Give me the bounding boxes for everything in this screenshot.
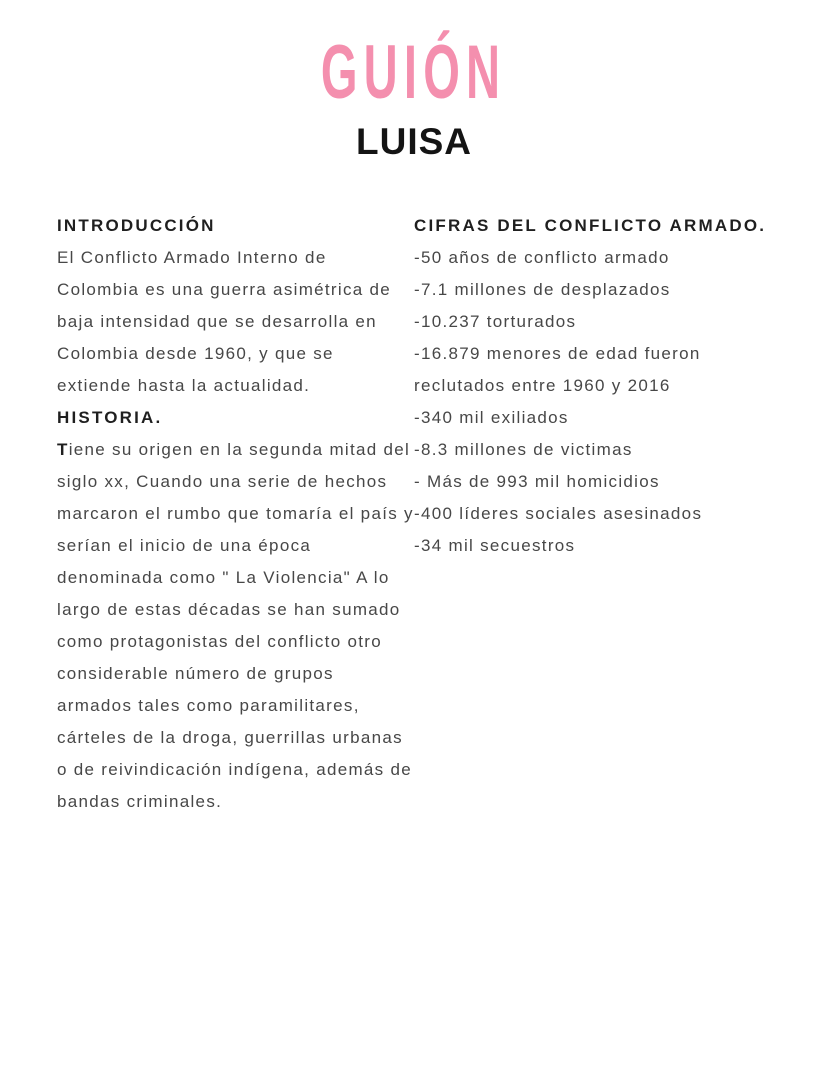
left-column xyxy=(57,210,414,818)
title-block xyxy=(0,0,828,115)
section-heading-introduccion: INTRODUCCIÓN xyxy=(57,216,216,235)
stat-item-kidnappings: -34 mil secuestros xyxy=(414,536,576,555)
introduccion-paragraph: El Conflicto Armado Interno de Colombia es una guerra asimétrica de baja intensidad que se desarrolla en Colombia desde 1960, y que se extiende hasta la actualidad. xyxy=(57,248,392,395)
page-title: GUIÓN xyxy=(321,30,507,115)
stat-item-tortured: -10.237 torturados xyxy=(414,312,577,331)
right-column xyxy=(414,210,784,818)
stat-item-exiled: -340 mil exiliados xyxy=(414,408,569,427)
stat-item-minors-recruited: -16.879 menores de edad fueron reclutados entre 1960 y 2016 xyxy=(414,344,701,395)
page-subtitle: LUISA xyxy=(356,121,472,162)
stat-item-conflict-years: -50 años de conflicto armado xyxy=(414,248,670,267)
section-heading-cifras: CIFRAS DEL CONFLICTO ARMADO. xyxy=(414,216,767,235)
historia-paragraph-text: iene su origen en la segunda mitad del siglo xx, Cuando una serie de hechos marcaron el rumbo que tomaría el país y serían el inicio de una época denominada como " La Violencia" A lo largo de estas décadas se han sumado como protagonistas del conflicto otro considerable número de grupos armados tales como paramilitares, cárteles de la droga, guerrillas urbanas o de reivindicación indígena, además de bandas criminales. xyxy=(57,440,414,811)
stat-item-homicides: - Más de 993 mil homicidios xyxy=(414,472,660,491)
historia-lead-letter: T xyxy=(57,440,69,459)
stat-item-displaced: -7.1 millones de desplazados xyxy=(414,280,671,299)
conflict-stats-list xyxy=(414,242,784,562)
content-columns xyxy=(0,210,828,818)
stat-item-social-leaders: -400 líderes sociales asesinados xyxy=(414,504,703,523)
stat-item-victims: -8.3 millones de victimas xyxy=(414,440,633,459)
historia-paragraph xyxy=(57,434,414,818)
section-heading-historia: HISTORIA. xyxy=(57,408,163,427)
